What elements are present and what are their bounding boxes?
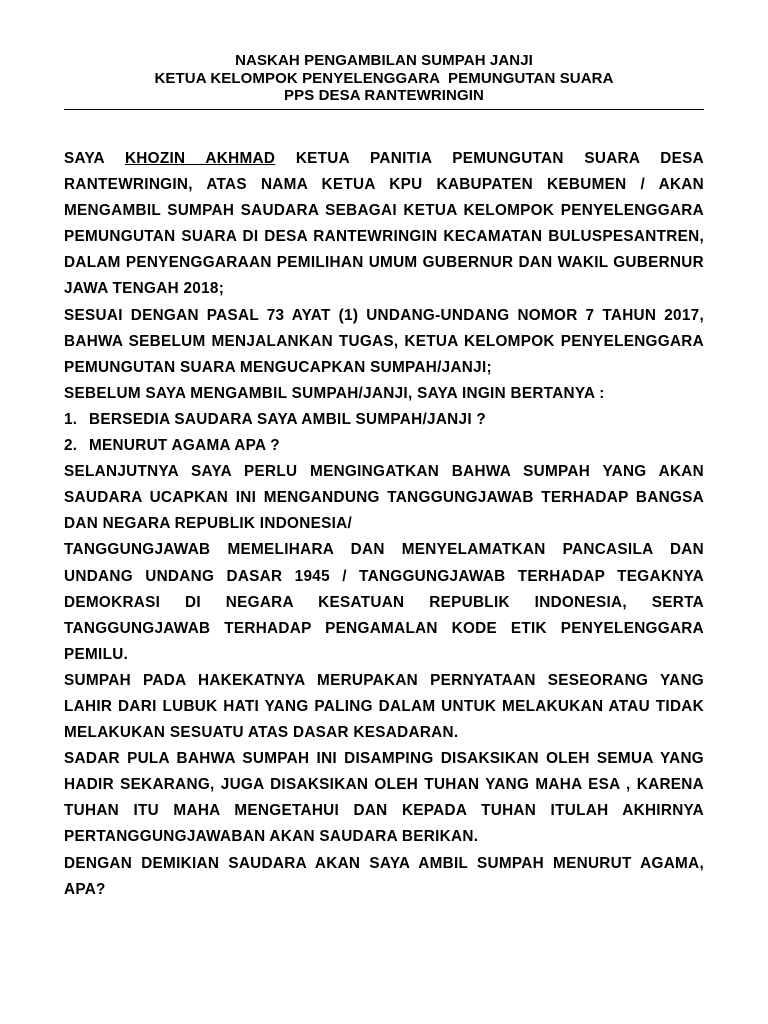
list-item-number: 2.	[64, 437, 78, 455]
list-item-text: BERSEDIA SAUDARA SAYA AMBIL SUMPAH/JANJI ?	[89, 410, 487, 428]
list-item-number: 1.	[64, 410, 78, 428]
list-item	[64, 433, 704, 459]
header-title-line-3: PPS DESA RANTEWRINGIN	[284, 87, 484, 104]
document-body	[64, 146, 704, 903]
header-divider	[64, 109, 704, 110]
list-item	[64, 407, 704, 433]
paragraph-question-intro: SEBELUM SAYA MENGAMBIL SUMPAH/JANJI, SAYA INGIN BERTANYA :	[64, 384, 605, 402]
document-header	[64, 52, 704, 105]
paragraph-oath-nature: SUMPAH PADA HAKEKATNYA MERUPAKAN PERNYATAAN SESEORANG YANG LAHIR DARI LUBUK HATI YANG PALING DALAM UNTUK MELAKUKAN ATAU TIDAK MELAKUKAN SESUATU ATAS DASAR KESADARAN.	[64, 671, 704, 742]
paragraph-witness: SADAR PULA BAHWA SUMPAH INI DISAMPING DISAKSIKAN OLEH SEMUA YANG HADIR SEKARANG, JUGA DISAKSIKAN OLEH TUHAN YANG MAHA ESA , KARENA TUHAN ITU MAHA MENGETAHUI DAN KEPADA TUHAN ITULAH AKHIRNYA PERTANGGUNGJAWABAN AKAN SAUDARA BERIKAN.	[64, 750, 704, 846]
paragraph-legal-basis: SESUAI DENGAN PASAL 73 AYAT (1) UNDANG-UNDANG NOMOR 7 TAHUN 2017, BAHWA SEBELUM MENJALANKAN TUGAS, KETUA KELOMPOK PENYELENGGARA PEMUNGUTAN SUARA MENGUCAPKAN SUMPAH/JANJI;	[64, 306, 704, 376]
header-title-line-1: NASKAH PENGAMBILAN SUMPAH JANJI	[235, 52, 533, 69]
paragraph-responsibility: SELANJUTNYA SAYA PERLU MENGINGATKAN BAHWA SUMPAH YANG AKAN SAUDARA UCAPKAN INI MENGANDUNG TANGGUNGJAWAB TERHADAP BANGSA DAN NEGARA REPUBLIK INDONESIA/	[64, 463, 704, 533]
opening-prefix: SAYA	[64, 150, 125, 167]
paragraph-closing: DENGAN DEMIKIAN SAUDARA AKAN SAYA AMBIL SUMPAH MENURUT AGAMA, APA?	[64, 854, 704, 898]
paragraph-pancasila: TANGGUNGJAWAB MEMELIHARA DAN MENYELAMATKAN PANCASILA DAN UNDANG UNDANG DASAR 1945 / TANGGUNGJAWAB TERHADAP TEGAKNYA DEMOKRASI DI NEGARA KESATUAN REPUBLIK INDONESIA, SERTA TANGGUNGJAWAB TERHADAP PENGAMALAN KODE ETIK PENYELENGGARA PEMILU.	[64, 541, 704, 663]
header-title-line-2: KETUA KELOMPOK PENYELENGGARA PEMUNGUTAN SUARA	[154, 69, 614, 87]
paragraph-opening	[64, 146, 704, 303]
opening-text: KETUA PANITIA PEMUNGUTAN SUARA DESA RANTEWRINGIN, ATAS NAMA KETUA KPU KABUPATEN KEBUMEN / AKAN MENGAMBIL SUMPAH SAUDARA SEBAGAI KETUA KELOMPOK PENYELENGGARA PEMUNGUTAN SUARA DI DESA RANTEWRINGIN KECAMATAN BULUSPESANTREN, DALAM PENYENGGARAAN PEMILIHAN UMUM GUBERNUR DAN WAKIL GUBERNUR JAWA TENGAH 2018;	[64, 150, 704, 298]
list-item-text: MENURUT AGAMA APA ?	[89, 437, 280, 455]
officer-name: KHOZIN AKHMAD	[124, 150, 276, 167]
